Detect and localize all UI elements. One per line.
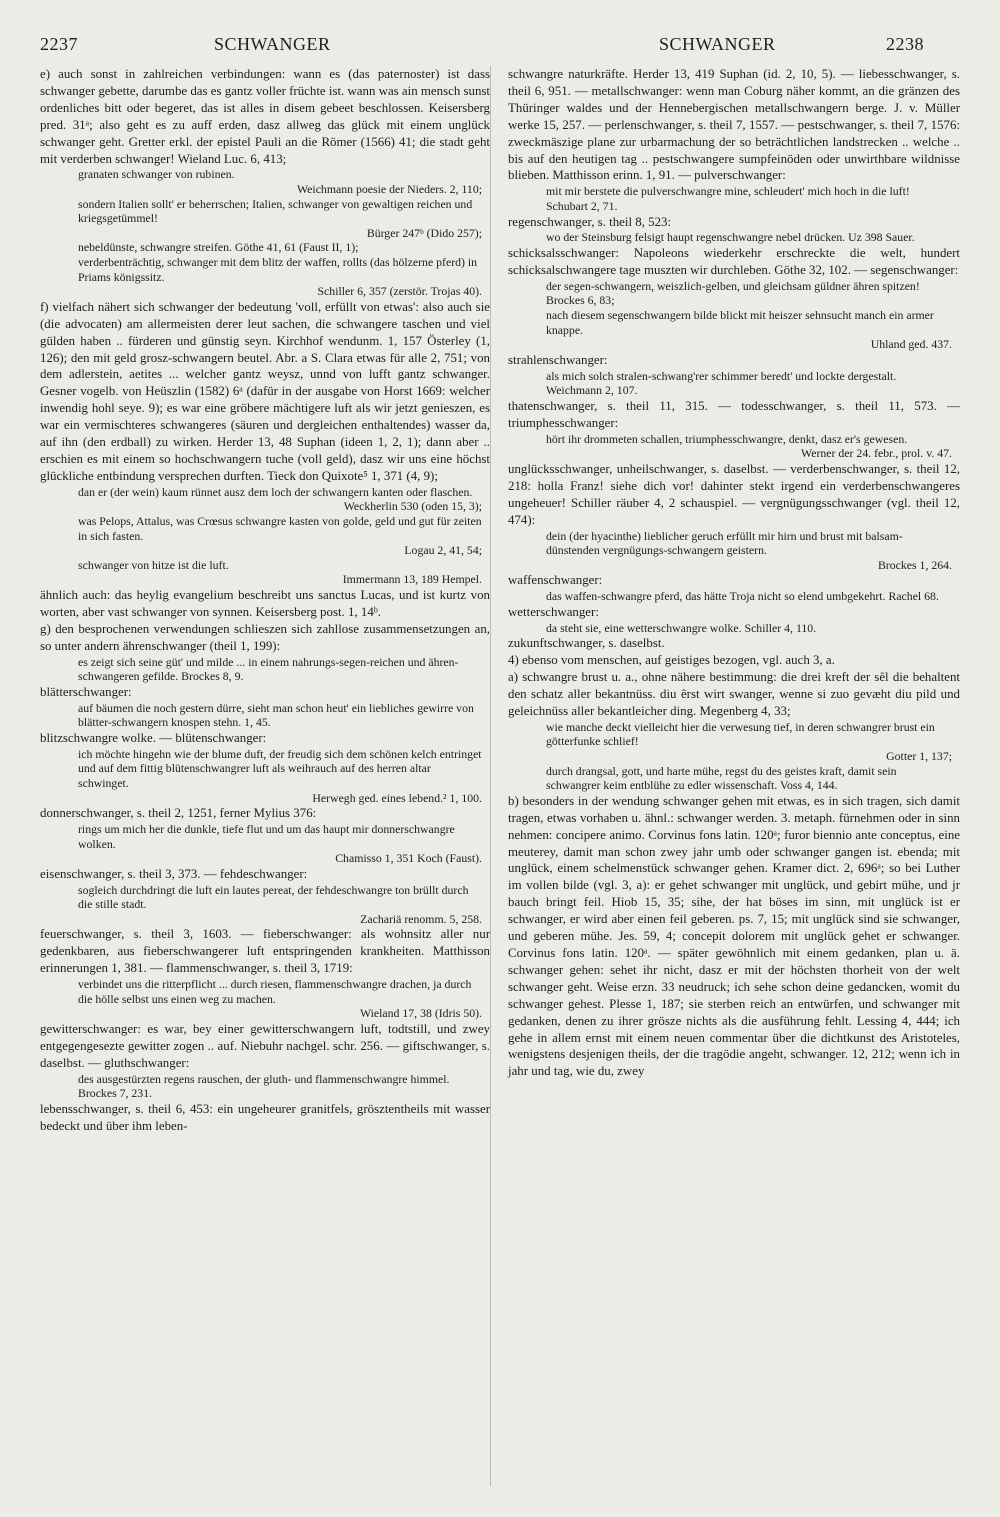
entry-paragraph: lebensschwanger, s. theil 6, 453: ein ungeheurer granitfels, grösztentheils mit wasser bedeckt und über ihm leben- [40,1101,490,1133]
column-divider [490,66,491,1486]
entry-paragraph: zukunftschwanger, s. daselbst. [508,636,665,651]
citation-line: Wieland 17, 38 (Idris 50). [359,1006,482,1021]
quotation-block: der segen-schwangern, weiszlich-gelben, und gleichsam güldner ähren spitzen! Brockes 6, 83; [546,278,920,308]
entry-paragraph: a) schwangre brust u. a., ohne nähere bestimmung: die drei kreft der sêl die behaltent den schatz aller bekantnüss. diu êrst wirt swanger, wenne si zuo gevæht diu pild und geleichnüss aller bekantleicher ding. Megenberg 4, 33; [508,670,960,718]
quotation-block: verbindet uns die ritterpflicht ... durch riesen, flammenschwangre drachen, ja durch die hölle selbst uns einen weg zu machen. [78,977,472,1006]
left-running-title: SCHWANGER [214,34,331,54]
citation-line: Bürger 247ᵇ (Dido 257); [366,225,482,240]
quotation-block: des ausgestürzten regens rauschen, der gluth- und flammenschwangre himmel. Brockes 7, 231. [78,1071,450,1101]
citation-line: Brockes 1, 264. [877,557,952,572]
quotation-block: wo der Steinsburg felsigt haupt regenschwangre nebel drücken. Uz 398 Sauer. [546,230,915,245]
citation-line: Zachariä renomm. 5, 258. [360,911,482,926]
quotation-block: da steht sie, eine wetterschwangre wolke. Schiller 4, 110. [546,620,817,635]
entry-paragraph: b) besonders in der wendung schwanger gehen mit etwas, es in sich tragen, sich damit tragen, etwas vorhaben u. ähnl.: schwanger werden. 3. metaph. fürnehmen oder in sinn nehmen: concipere animo. Corvinus fons latin. 120ᵃ; furor biennio ante conceptus, eine meuterey, damit man schon zwey jahr umb oder schwanger gangen ist. ebenda; mit unglück, einem schelmenstück schwanger gehen. Kramer dict. 2, 696ᵃ; so bei Luther im vollen bilde (vgl. 3, a): er gehet schwanger mit unglück, und gebirt mühe, und jr bauch bringt feil. Hiob 15, 35; sihe, der hat böses im sinn, mit unglück ist er schwanger, er wird aber einen feil geberen. ps. 7, 15; mit unglück sind sie schwanger, und geberen mühe. Jes. 59, 4; concepit dolorem mit unglück gehet er schwanger. Corvinus fons latin. 120ᵃ. — später gewöhnlich mit einem gedanken, plan u. ä. schwanger gehen: sehet ihr nicht, dasz er mit der höchsten thorheit von der welt schwanger geht. Weise erzn. 33 neudruck; ich sehe schon deine gedancken, womit du schwanger gehest. Plesse 1, 187; sie sterben reich an entwürfen, und schwanger mit gedanken, denen zu ihrer grösze nichts als die ausführung fehlt. Lessing 4, 444; ich gehe in allem ernst mit einem neuen commentar über die dichtkunst des Aristoteles, wenigstens desjenigen theils, der die tragödie angeht, schwanger. 12, 212; wenn ich in jahr und tag, wie du, zwey [508,793,960,1079]
quotation-block: nebeldünste, schwangre streifen. Göthe 41, 61 (Faust II, 1); [78,240,359,255]
quotation-block: nach diesem segenschwangern bilde blickt mit heiszer sehnsucht manch ein armer knappe. [546,308,934,337]
quotation-block: verderbenträchtig, schwanger mit dem blitz der waffen, rollts (das hölzerne pferd) in Priams königssitz. [78,255,478,284]
citation-line: Weckherlin 530 (oden 15, 3); [343,499,482,514]
entry-paragraph: regenschwanger, s. theil 8, 523: [508,214,672,229]
entry-paragraph: feuerschwanger, s. theil 3, 1603. — fieberschwanger: als wohnsitz aller nur gedenkbaren, aus fieberschwangerer luft entspringenden krankheiten. Matthisson erinnerungen 1, 381. — flammenschwanger, s. theil 3, 1719: [40,927,490,976]
quotation-block: dan er (der wein) kaum rünnet ausz dem loch der schwangern kanten oder flaschen. [78,484,473,499]
left-page-number: 2237 [40,34,78,54]
entry-paragraph: waffenschwanger: [508,573,603,588]
citation-line: Weichmann poesie der Nieders. 2, 110; [296,182,482,197]
citation-line: Gotter 1, 137; [886,749,952,764]
entry-paragraph: blitzschwangre wolke. — blütenschwanger: [40,730,267,745]
right-text-column [508,66,960,1080]
quotation-block: dein (der hyacinthe) lieblicher geruch erfüllt mir hirn und brust mit balsam-dünstenden vergnügungs-schwangern geistern. [546,528,903,558]
entry-paragraph: f) vielfach nähert sich schwanger der bedeutung 'voll, erfüllt von etwas': also auch sie (die advocaten) am allermeisten derer leut sachen, die schwangere taschen und viel gülden haben .. fürderen und günstig seyn. Kirchhof wendunm. 1, 157 Österley (1, 126); den mit geld grosz-schwangern beutel. Abr. a S. Clara etwas für alle 2, 751; von dem adlerstein, aetites ... welcher gantz weysz, unnd von lufft gantz schwanger. Gesner vogelb. von Heüszlin (1582) 6ᵃ (dafür in der ausgabe von Horst 1669: welcher inwendig hohl seye. 9); es war eine gröbere mächtigere luft als wir jetzt genieszen, es war ein vermischteres schwangeres (säuren und dergleichen enthaltendes) wasser da, auf ihn (den erdball) zu wirken. Herder 13, 48 Suphan (ideen 1, 2, 1); dann aber .. erschien es mit einem so hochschwangern tuche (voll geld), dasz wir uns eine höchst glückliche entbindung versprechen durften. Tieck don Quixote⁵ 1, 371 (4, 9); [40,299,490,483]
entry-paragraph: schwangre naturkräfte. Herder 13, 419 Suphan (id. 2, 10, 5). — liebesschwanger, s. theil 6, 951. — metallschwanger: wenn man Coburg näher kommt, an die gränzen des Thüringer waldes und der Hennebergischen metallschwangern berge. J. v. Müller werke 15, 257. — perlenschwanger, s. theil 7, 1557. — pestschwanger, s. theil 7, 1576: zweckmäszige plane zur urbarmachung der so beträchtlichen landstrecken .. welche .. bis auf den heutigen tag .. pestschwangere sumpfeinöden oder unwirthbare wildnisse blieben. Matthisson erinn. 1, 91. — pulverschwanger: [508,67,960,183]
right-page-number: 2238 [886,34,924,54]
entry-paragraph: thatenschwanger, s. theil 11, 315. — todesschwanger, s. theil 11, 573. — triumphesschwanger: [508,398,960,430]
entry-paragraph: eisenschwanger, s. theil 3, 373. — fehdeschwanger: [40,866,308,881]
quotation-block: was Pelops, Attalus, was Crœsus schwangre kasten von golde, geld und gut für zeiten in sich fasten. [78,513,482,543]
entry-paragraph: ähnlich auch: das heylig evangelium beschreibt uns sanctus Lucas, und ist kurtz von worten, aber vast schwanger von synnen. Keisersberg post. 1, 14ᵇ. [40,587,490,619]
left-text-column [40,66,490,1135]
quotation-block: ich möchte hingehn wie der blume duft, der freudig sich dem schönen kelch entringet und auf dem fittig blütenschwangrer luft als weihrauch auf des herren altar schwinget. [78,746,482,790]
entry-paragraph: gewitterschwanger: es war, bey einer gewitterschwangern luft, todtstill, und zwey entgegengesezte gewitter zogen .. auf. Niebuhr nachgel. schr. 256. — giftschwanger, s. daselbst. — gluthschwanger: [40,1021,490,1070]
citation-line: Uhland ged. 437. [870,337,952,352]
quotation-block: sogleich durchdringt die luft ein lautes pereat, der fehdeschwangre ton brüllt durch die stille stadt. [78,882,469,912]
entry-paragraph: blätterschwanger: [40,684,132,699]
quotation-block: durch drangsal, gott, und harte mühe, regst du des geistes kraft, damit sein schwangrer keim entblühe zu edler wissenschaft. Voss 4, 144. [546,763,897,793]
entry-paragraph: donnerschwanger, s. theil 2, 1251, ferner Mylius 376: [40,806,317,821]
quotation-block: auf bäumen die noch gestern dürre, sieht man schon heut' ein liebliches gewirre von blätter-schwangern knospen stehn. 1, 45. [78,700,474,730]
quotation-block: rings um mich her die dunkle, tiefe flut und um das haupt mir donnerschwangre wolken. [78,822,455,851]
entry-paragraph: wetterschwanger: [508,604,599,619]
citation-line: Herwegh ged. eines lebend.² 1, 100. [312,790,482,805]
entry-paragraph: g) den besprochenen verwendungen schlieszen sich zahllose zusammensetzungen an, so unter andern ährenschwanger (theil 1, 199): [40,621,490,653]
citation-line: Chamisso 1, 351 Koch (Faust). [335,851,482,866]
quotation-block: mit mir berstete die pulverschwangre mine, schleudert' mich hoch in die luft! Schubart 2, 71. [546,184,910,213]
quotation-block: das waffen-schwangre pferd, das hätte Troja nicht so elend umbgekehrt. Rachel 68. [546,589,939,604]
citation-line: Schiller 6, 357 (zerstör. Trojas 40). [317,284,482,299]
entry-paragraph: strahlenschwanger: [508,352,608,367]
right-running-title: SCHWANGER [659,34,776,54]
entry-paragraph: unglücksschwanger, unheilschwanger, s. daselbst. — verderbenschwanger, s. theil 12, 218: holla Franz! siehe dich vor! dahinter stekt irgend ein verderbenschwangeres ungeheuer! Schiller räuber 4, 2 schauspiel. — vergnügungsschwanger (vgl. theil 12, 474): [508,461,960,527]
citation-line: Logau 2, 41, 54; [404,543,482,558]
quotation-block: es zeigt sich seine güt' und milde ... in einem nahrungs-segen-reichen und ähren-schwangeren gefilde. Brockes 8, 9. [78,654,459,684]
quotation-block: wie manche deckt vielleicht hier die verwesung tief, in deren schwangrer brust ein götterfunke schlief! [546,719,935,749]
quotation-block: hört ihr drommeten schallen, triumphesschwangre, denkt, dasz er's gewesen. [546,431,908,446]
citation-line: Immermann 13, 189 Hempel. [342,572,482,587]
entry-paragraph: schicksalsschwanger: Napoleons wiederkehr erschreckte die welt, hundert schicksalschwangere tage muszten wir durchleben. Göthe 32, 102. — segenschwanger: [508,246,960,277]
quotation-block: granaten schwanger von rubinen. [78,167,235,182]
entry-paragraph: 4) ebenso vom menschen, auf geistiges bezogen, vgl. auch 3, a. [508,653,835,668]
quotation-block: als mich solch stralen-schwang'rer schimmer beredt' und lockte dergestalt. Weichmann 2, 107. [546,368,897,398]
citation-line: Werner der 24. febr., prol. v. 47. [801,446,952,461]
entry-paragraph: e) auch sonst in zahlreichen verbindungen: wann es (das paternoster) ist dass schwanger gebette, darumbe das es gantz voller früchte ist. wann was ain mensch sunst ordenliches bitt oder begeret, das ist alles in disem gebeet beschlossen. Keisersberg pred. 31ᵃ; also geht es zu auff erden, dasz allweg das glück mit einem unglück schwanger geht. Gretter erkl. der epistel Pauli an die Römer (1566) 41; die stadt geht mit verderben schwanger! Wieland Luc. 6, 413; [40,67,490,166]
quotation-block: schwanger von hitze ist die luft. [78,557,229,572]
quotation-block: sondern Italien sollt' er beherrschen; Italien, schwanger von gewaltigen reichen und kriegsgetümmel! [78,196,473,226]
